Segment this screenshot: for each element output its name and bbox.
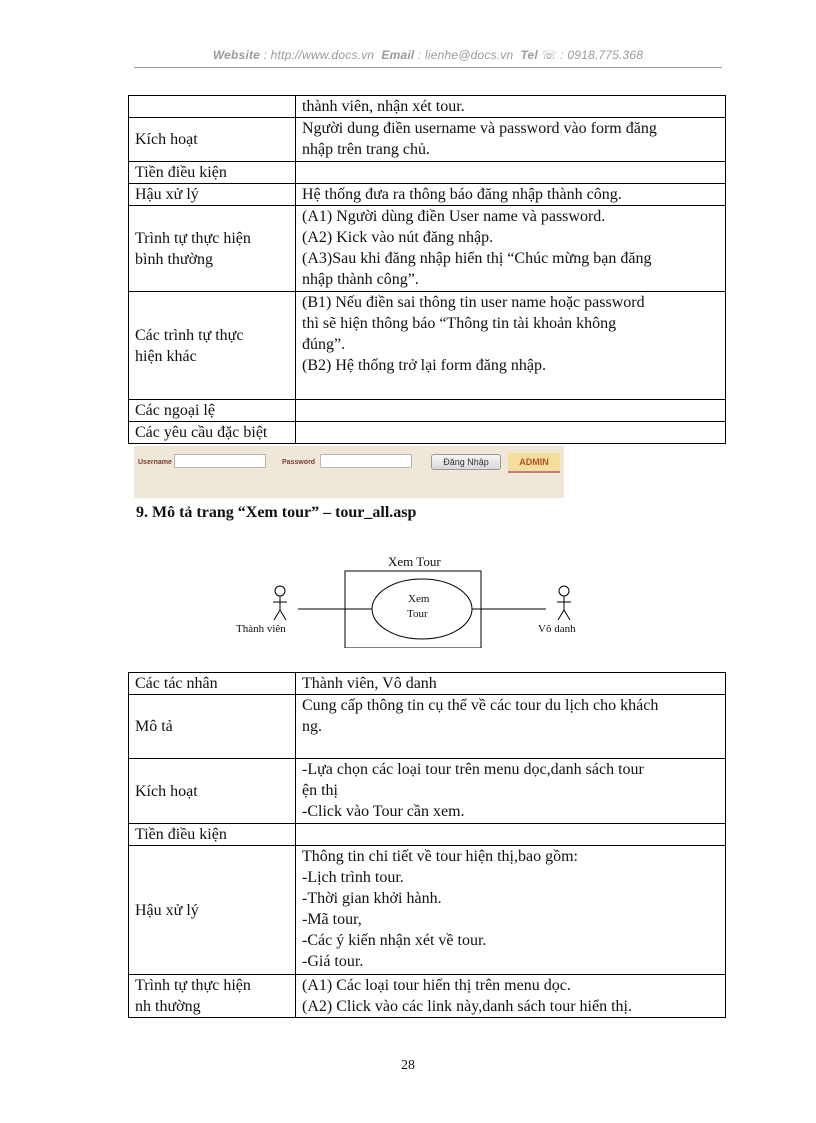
usecase-label-line1: Xem bbox=[408, 593, 430, 605]
row-value-line: (A1) Các loại tour hiển thị trên menu dọc. bbox=[302, 977, 571, 994]
row-label-line: Tiền điều kiện bbox=[135, 164, 227, 181]
row-label-line: Hậu xử lý bbox=[135, 186, 199, 203]
row-label-cell bbox=[129, 846, 296, 975]
row-value-line: ng. bbox=[302, 718, 322, 735]
row-value-cell bbox=[296, 975, 726, 1018]
row-value-cell bbox=[296, 422, 726, 444]
row-value-line: ện thị bbox=[302, 782, 338, 799]
row-value-line: -Giá tour. bbox=[302, 953, 364, 970]
row-label-cell bbox=[129, 975, 296, 1018]
row-label-line: Mô tả bbox=[135, 718, 173, 735]
row-value-cell bbox=[296, 118, 726, 162]
row-label-cell bbox=[129, 184, 296, 206]
row-value-cell bbox=[296, 162, 726, 184]
row-label-cell bbox=[129, 673, 296, 695]
row-value-cell bbox=[296, 673, 726, 695]
row-label-line: Các tác nhân bbox=[135, 675, 218, 692]
row-value-line: (A1) Người dùng điền User name và password. bbox=[302, 208, 606, 225]
row-label-cell bbox=[129, 695, 296, 759]
row-label-cell bbox=[129, 422, 296, 444]
table-row bbox=[129, 824, 726, 846]
row-value-line: -Thời gian khởi hành. bbox=[302, 890, 442, 907]
row-value-line: (A2) Click vào các link này,danh sách tour hiển thị. bbox=[302, 998, 632, 1015]
table-row bbox=[129, 846, 726, 975]
row-label-line: Trình tự thực hiện bbox=[135, 977, 251, 994]
row-value-line: Thành viên, Vô danh bbox=[302, 675, 437, 692]
row-label-line: Trình tự thực hiện bbox=[135, 229, 251, 247]
table-row bbox=[129, 400, 726, 422]
login-button[interactable]: Đăng Nhập bbox=[431, 454, 501, 470]
row-value-cell bbox=[296, 824, 726, 846]
login-bar-screenshot bbox=[134, 446, 564, 498]
table-row bbox=[129, 162, 726, 184]
row-label-cell bbox=[129, 292, 296, 400]
table-body bbox=[129, 673, 726, 1018]
usecase-diagram bbox=[228, 548, 608, 648]
row-value-line: thành viên, nhận xét tour. bbox=[302, 98, 465, 115]
usecase-label-line2: Tour bbox=[407, 608, 428, 620]
tel-label: Tel bbox=[520, 48, 538, 62]
row-label-cell bbox=[129, 824, 296, 846]
actor-left-icon bbox=[273, 586, 287, 620]
password-input[interactable] bbox=[320, 454, 412, 468]
row-value-cell bbox=[296, 846, 726, 975]
row-value-cell bbox=[296, 206, 726, 292]
row-value-line: Người dung điền username và password vào form đăng bbox=[302, 120, 657, 137]
row-value-line: -Lịch trình tour. bbox=[302, 869, 404, 886]
row-label-line: Kích hoạt bbox=[135, 131, 198, 148]
row-label-cell bbox=[129, 759, 296, 824]
page-number: 28 bbox=[401, 1058, 415, 1073]
row-label-line: Các ngoại lệ bbox=[135, 402, 215, 419]
row-value-cell bbox=[296, 695, 726, 759]
table-body bbox=[129, 96, 726, 444]
row-label-line: Kích hoạt bbox=[135, 782, 198, 800]
actor-right-icon bbox=[557, 586, 571, 620]
row-value-cell bbox=[296, 292, 726, 400]
phone-icon: ☏ bbox=[541, 48, 557, 62]
row-value-line: -Mã tour, bbox=[302, 911, 362, 928]
row-label-line: Hậu xử lý bbox=[135, 901, 199, 919]
table-row bbox=[129, 206, 726, 292]
table-row bbox=[129, 673, 726, 695]
row-label-cell bbox=[129, 96, 296, 118]
row-value-line: -Click vào Tour cần xem. bbox=[302, 803, 465, 820]
table-row bbox=[129, 96, 726, 118]
email-label: Email bbox=[381, 48, 415, 62]
actor-right-label: Vô danh bbox=[538, 623, 576, 635]
row-value-line: nhập trên trang chủ. bbox=[302, 141, 430, 158]
tel-value: : 0918.775.368 bbox=[560, 48, 644, 62]
row-value-line: (B1) Nếu điền sai thông tin user name hoặc password bbox=[302, 294, 645, 311]
row-value-line: Hệ thống đưa ra thông báo đăng nhập thành công. bbox=[302, 186, 622, 203]
row-value-line: nhập thành công”. bbox=[302, 271, 419, 288]
table-row bbox=[129, 184, 726, 206]
row-label-cell bbox=[129, 162, 296, 184]
table-row bbox=[129, 695, 726, 759]
website-value: : http://www.docs.vn bbox=[263, 48, 375, 62]
table-row bbox=[129, 292, 726, 400]
row-value-cell bbox=[296, 184, 726, 206]
table-row bbox=[129, 759, 726, 824]
view-tour-usecase-table bbox=[128, 672, 726, 1018]
email-value: : lienhe@docs.vn bbox=[417, 48, 514, 62]
row-value-line: -Các ý kiến nhận xét về tour. bbox=[302, 932, 487, 949]
row-value-line: thì sẽ hiện thông báo “Thông tin tài khoản không bbox=[302, 315, 617, 332]
row-label-cell bbox=[129, 118, 296, 162]
username-input[interactable] bbox=[174, 454, 266, 468]
row-value-line: (A3)Sau khi đăng nhập hiển thị “Chúc mừng bạn đăng bbox=[302, 250, 652, 267]
row-label-line: Tiền điều kiện bbox=[135, 826, 227, 843]
row-label-line: hiện khác bbox=[135, 347, 197, 365]
table-row bbox=[129, 975, 726, 1018]
actor-left-label: Thành viên bbox=[236, 623, 286, 635]
system-label: Xem Tour bbox=[388, 554, 441, 569]
website-label: Website bbox=[212, 48, 261, 62]
row-value-line: Thông tin chi tiết về tour hiện thị,bao gồm: bbox=[302, 848, 578, 865]
row-label-line: Các trình tự thực bbox=[135, 326, 244, 344]
header-divider bbox=[134, 67, 722, 68]
row-label-line: nh thường bbox=[135, 998, 201, 1015]
password-label: Password bbox=[282, 459, 316, 466]
login-usecase-table bbox=[128, 95, 726, 444]
row-value-cell bbox=[296, 759, 726, 824]
username-label: Username bbox=[138, 459, 172, 466]
row-value-line: -Lựa chọn các loại tour trên menu dọc,danh sách tour bbox=[302, 761, 644, 778]
row-label-cell bbox=[129, 400, 296, 422]
row-label-cell bbox=[129, 206, 296, 292]
admin-link[interactable]: ADMIN bbox=[508, 453, 560, 473]
row-value-line: (A2) Kick vào nút đăng nhập. bbox=[302, 229, 494, 246]
row-label-line: Các yêu cầu đặc biệt bbox=[135, 424, 268, 441]
row-value-line: đúng”. bbox=[302, 336, 346, 353]
row-label-line: bình thường bbox=[135, 250, 214, 268]
table-row bbox=[129, 118, 726, 162]
row-value-line: (B2) Hệ thống trở lại form đăng nhập. bbox=[302, 357, 546, 374]
row-value-line: Cung cấp thông tin cụ thể về các tour du lịch cho khách bbox=[302, 697, 659, 714]
section-title: 9. Mô tả trang “Xem tour” – tour_all.asp bbox=[136, 504, 417, 521]
page-header bbox=[134, 48, 722, 62]
row-value-cell bbox=[296, 400, 726, 422]
row-value-cell bbox=[296, 96, 726, 118]
table-row bbox=[129, 422, 726, 444]
